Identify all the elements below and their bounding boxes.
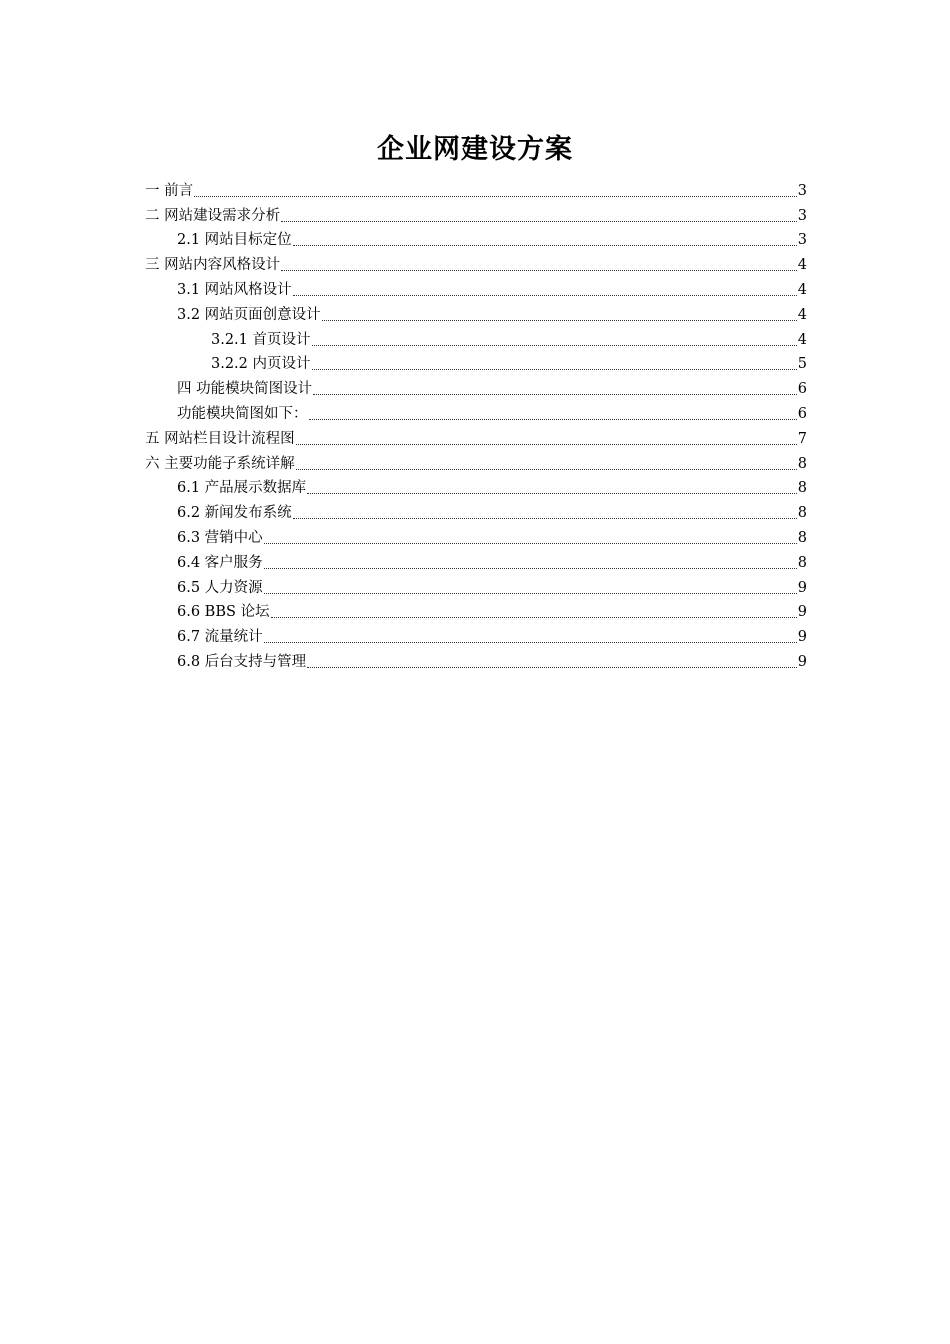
toc-page-number: 8: [797, 480, 807, 497]
toc-dot-leader: [307, 667, 797, 668]
toc-entry-label: 6.4 客户服务: [177, 554, 263, 571]
toc-page-number: 8: [797, 554, 807, 571]
toc-entry[interactable]: [145, 325, 807, 350]
toc-page-number: 6: [797, 381, 807, 398]
toc-entry-label: 6.1 产品展示数据库: [177, 480, 307, 497]
toc-page-number: 9: [797, 604, 807, 621]
toc-entry-label: 3.2 网站页面创意设计: [177, 306, 321, 323]
toc-page-number: 4: [797, 257, 807, 274]
toc-entry-label: 6.7 流量统计: [177, 629, 263, 646]
toc-entry-label: 3.1 网站风格设计: [177, 281, 292, 298]
toc-entry[interactable]: [145, 399, 807, 424]
toc-page-number: 4: [797, 331, 807, 348]
toc-dot-leader: [271, 617, 797, 618]
toc-entry[interactable]: [145, 573, 807, 598]
toc-entry[interactable]: [145, 449, 807, 474]
toc-page-number: 9: [797, 629, 807, 646]
toc-entry-label: 6.5 人力资源: [177, 579, 263, 596]
toc-entry-label: 三 网站内容风格设计: [145, 257, 281, 274]
toc-dot-leader: [194, 196, 797, 197]
toc-page-number: 3: [797, 182, 807, 199]
toc-entry[interactable]: [145, 350, 807, 375]
toc-page-number: 3: [797, 232, 807, 249]
toc-page-number: 8: [797, 455, 807, 472]
toc-entry-label: 一 前言: [145, 182, 194, 199]
toc-entry-label: 五 网站栏目设计流程图: [145, 430, 295, 447]
toc-entry[interactable]: [145, 424, 807, 449]
toc-page-number: 5: [797, 356, 807, 373]
toc-page-number: 7: [797, 430, 807, 447]
toc-entry-label: 二 网站建设需求分析: [145, 207, 281, 224]
toc-page-number: 4: [797, 306, 807, 323]
toc-dot-leader: [307, 493, 797, 494]
toc-dot-leader: [309, 419, 797, 420]
toc-entry[interactable]: [145, 176, 807, 201]
toc-entry[interactable]: [145, 598, 807, 623]
document-title: 企业网建设方案: [377, 134, 573, 165]
toc-entry-label: 六 主要功能子系统详解: [145, 455, 295, 472]
toc-dot-leader: [264, 593, 797, 594]
toc-entry-label: 四 功能模块简图设计: [177, 381, 313, 398]
toc-dot-leader: [296, 469, 797, 470]
table-of-contents: [145, 176, 807, 672]
toc-entry[interactable]: [145, 201, 807, 226]
toc-dot-leader: [293, 245, 797, 246]
toc-entry[interactable]: [145, 226, 807, 251]
toc-page-number: 4: [797, 281, 807, 298]
toc-entry-label: 2.1 网站目标定位: [177, 232, 292, 249]
toc-dot-leader: [281, 270, 797, 271]
toc-page-number: 9: [797, 579, 807, 596]
toc-dot-leader: [281, 221, 797, 222]
toc-dot-leader: [312, 369, 797, 370]
toc-dot-leader: [264, 543, 797, 544]
toc-page-number: 3: [797, 207, 807, 224]
toc-entry[interactable]: [145, 523, 807, 548]
toc-page-number: 8: [797, 505, 807, 522]
toc-entry[interactable]: [145, 548, 807, 573]
toc-entry-label: 6.8 后台支持与管理: [177, 653, 307, 670]
toc-entry[interactable]: [145, 474, 807, 499]
toc-dot-leader: [293, 518, 797, 519]
toc-page-number: 8: [797, 529, 807, 546]
toc-entry-label: 功能模块简图如下：: [177, 405, 308, 422]
toc-dot-leader: [313, 394, 797, 395]
toc-entry[interactable]: [145, 250, 807, 275]
toc-entry[interactable]: [145, 275, 807, 300]
toc-dot-leader: [312, 345, 797, 346]
toc-dot-leader: [296, 444, 797, 445]
toc-entry-label: 6.3 营销中心: [177, 529, 263, 546]
toc-entry-label: 6.6 BBS 论坛: [177, 604, 270, 621]
toc-entry-label: 6.2 新闻发布系统: [177, 505, 292, 522]
toc-entry-label: 3.2.1 首页设计: [211, 331, 311, 348]
toc-dot-leader: [264, 642, 797, 643]
toc-entry[interactable]: [145, 647, 807, 672]
toc-entry[interactable]: [145, 498, 807, 523]
toc-page-number: 6: [797, 405, 807, 422]
toc-dot-leader: [322, 320, 797, 321]
toc-page-number: 9: [797, 653, 807, 670]
toc-entry[interactable]: [145, 374, 807, 399]
toc-dot-leader: [293, 295, 797, 296]
toc-entry[interactable]: [145, 622, 807, 647]
toc-dot-leader: [264, 568, 797, 569]
toc-entry[interactable]: [145, 300, 807, 325]
toc-entry-label: 3.2.2 内页设计: [211, 356, 311, 373]
